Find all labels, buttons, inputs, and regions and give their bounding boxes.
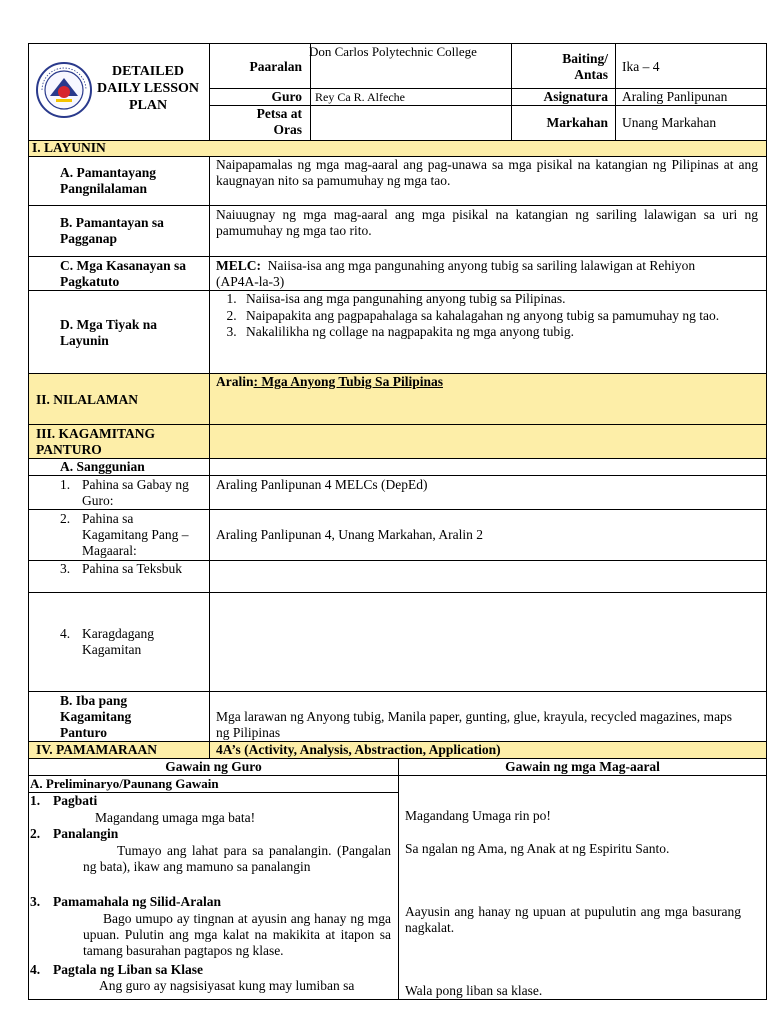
step-1-guro: Magandang umaga mga bata! (95, 810, 256, 825)
layunin-c-cell (216, 258, 736, 290)
paaralan-label: Paaralan (249, 59, 302, 74)
step-4-title: Pagtala ng Liban sa Klase (53, 962, 204, 977)
col-magaaral-header: Gawain ng mga Mag-aaral (505, 759, 660, 774)
ref-2-num: 2. (60, 511, 71, 526)
sanggunian-label: A. Sanggunian (60, 459, 145, 474)
baiting-label: Baiting/ Antas (562, 51, 608, 82)
layunin-b-text: Naiuugnay ng mga mag-aaral ang mga pisikal na katangian ng sariling lalawigan sa uri ng pamumuhay ng mga tao rito. (216, 207, 758, 238)
markahan-label: Markahan (546, 115, 608, 130)
step-3-num: 3. (30, 894, 41, 909)
step-1-num: 1. (30, 793, 41, 808)
iba-pang-label: B. Iba pang Kagamitang Panturo (60, 693, 132, 740)
layunin-c-label: C. Mga Kasanayan sa Pagkatuto (60, 258, 187, 289)
paaralan-value: Don Carlos Polytechnic College (309, 44, 477, 59)
step-2-magaaral: Sa ngalan ng Ama, ng Anak at ng Espiritu Santo. (405, 841, 670, 856)
guro-value: Rey Ca R. Alfeche (315, 90, 405, 104)
guro-label: Guro (271, 89, 302, 104)
ref-1-label: Pahina sa Gabay ng Guro: (82, 477, 189, 508)
melc-label: MELC: (216, 258, 261, 273)
layunin-d-list (212, 291, 760, 341)
step-4-magaaral: Wala pong liban sa klase. (405, 983, 543, 998)
layunin-a-label: A. Pamantayang Pangnilalaman (60, 165, 157, 196)
ref-3-label: Pahina sa Teksbuk (82, 561, 183, 576)
step-3-magaaral: Aayusin ang hanay ng upuan at pupulutin ang mga basurang nagkalat. (405, 904, 741, 935)
ref-4-num: 4. (60, 626, 71, 641)
prelim-heading: A. Preliminaryo/Paunang Gawain (30, 776, 219, 791)
iba-pang-text: Mga larawan ng Anyong tubig, Manila paper, gunting, glue, krayula, recycled magazines, maps ng Pilipinas (216, 709, 733, 740)
aralin-cell (216, 374, 443, 390)
baiting-value: Ika – 4 (622, 59, 660, 74)
doc-title: DETAILED DAILY LESSON PLAN (96, 64, 200, 113)
step-1-title: Pagbati (53, 793, 98, 808)
ref-4-label: Karagdagang Kagamitan (82, 626, 154, 657)
ref-2-label: Pahina sa Kagamitang Pang – Magaaral: (82, 511, 189, 558)
aralin-label: Aralin (216, 374, 254, 389)
markahan-value: Unang Markahan (622, 115, 717, 130)
layunin-heading: I. LAYUNIN (32, 140, 106, 155)
layunin-d-label: D. Mga Tiyak na Layunin (60, 317, 158, 348)
aralin-text: : Mga Anyong Tubig Sa Pilipinas (253, 374, 443, 389)
petsa-label: Petsa at Oras (256, 106, 302, 137)
asignatura-value: Araling Panlipunan (622, 89, 728, 104)
ref-1-value: Araling Panlipunan 4 MELCs (DepEd) (216, 477, 428, 492)
step-4-num: 4. (30, 962, 41, 977)
step-2-title: Panalangin (53, 826, 119, 841)
approach-text: 4A’s (Activity, Analysis, Abstraction, Application) (216, 742, 501, 757)
nilalaman-heading: II. NILALAMAN (36, 392, 139, 407)
ref-3-num: 3. (60, 561, 71, 576)
step-3-guro: Bago umupo ay tingnan at ayusin ang hanay ng mga upuan. Pulutin ang mga kalat na makikita at itapon sa tamang basurahan pagtapos ng klase. (83, 911, 391, 958)
deped-seal-logo (36, 62, 92, 118)
layunin-b-label: B. Pamantayan sa Pagganap (60, 215, 164, 246)
list-item: 3. Nakalilikha ng collage na nagpapakita ng mga anyong tubig. (240, 324, 760, 341)
step-2-num: 2. (30, 826, 41, 841)
ref-1-num: 1. (60, 477, 71, 492)
step-4-guro: Ang guro ay nagsisiyasat kung may lumiban sa (99, 978, 355, 993)
asignatura-label: Asignatura (543, 89, 608, 104)
step-3-title: Pamamahala ng Silid-Aralan (53, 894, 222, 909)
kagamitan-heading: III. KAGAMITANG PANTURO (36, 426, 156, 457)
melc-text: Naiisa-isa ang mga pangunahing anyong tubig sa sariling lalawigan at Rehiyon (AP4A-la-3) (216, 258, 696, 289)
list-item: 1. Naiisa-isa ang mga pangunahing anyong tubig sa Pilipinas. (240, 291, 760, 308)
layunin-a-text: Naipapamalas ng mga mag-aaral ang pag-unawa sa mga pisikal na katangian ng Pilipinas at ang kaugnayan nito sa pamumuhay ng mga tao. (216, 157, 758, 188)
list-item: 2. Naipapakita ang pagpapahalaga sa kahalagahan ng anyong tubig sa pamumuhay ng tao. (240, 308, 760, 325)
pamamaraan-heading: IV. PAMAMARAAN (36, 742, 157, 757)
step-2-guro: Tumayo ang lahat para sa panalangin. (Pangalan ng bata), ikaw ang mamuno sa panalangin (83, 843, 391, 874)
step-1-magaaral: Magandang Umaga rin po! (405, 808, 551, 823)
ref-2-value: Araling Panlipunan 4, Unang Markahan, Aralin 2 (216, 527, 483, 542)
col-guro-header: Gawain ng Guro (165, 759, 262, 774)
